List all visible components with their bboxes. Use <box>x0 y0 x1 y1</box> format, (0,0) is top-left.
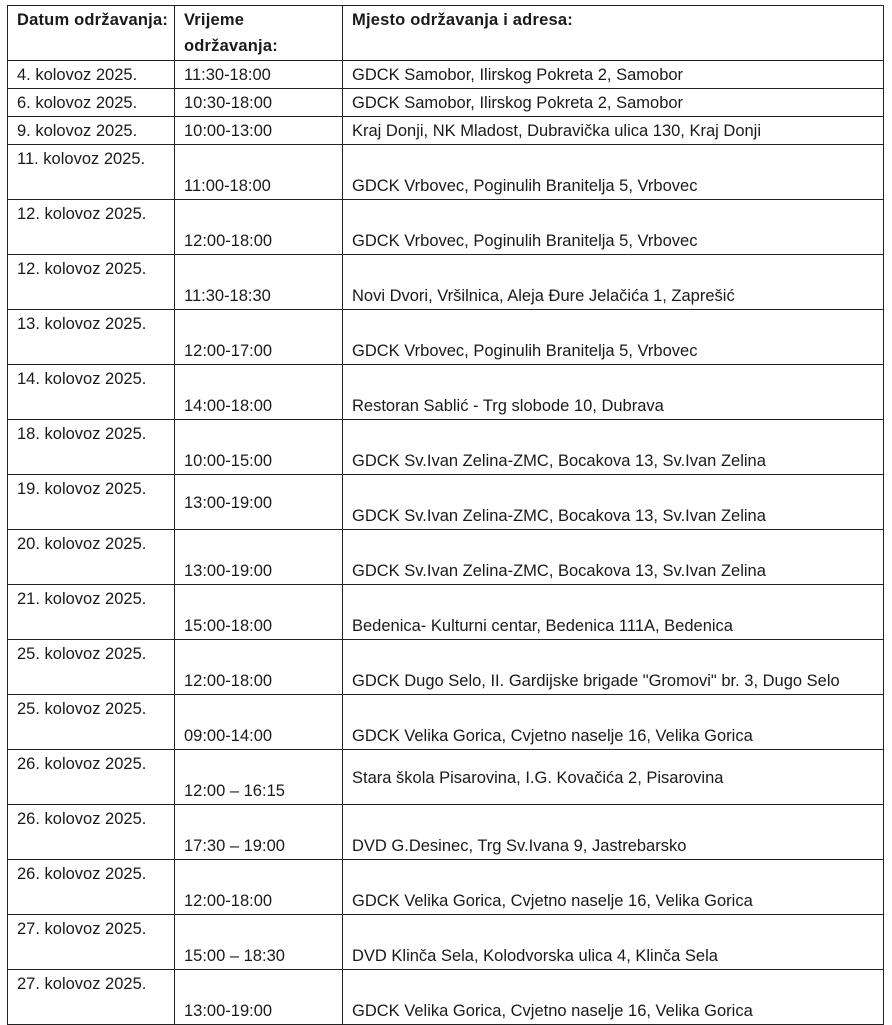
header-time: Vrijeme održavanja: <box>175 6 343 61</box>
date-cell: 25. kolovoz 2025. <box>8 695 175 750</box>
time-cell: 09:00-14:00 <box>175 695 343 750</box>
place-cell: Bedenica- Kulturni centar, Bedenica 111A, Bedenica <box>343 585 884 640</box>
place-cell: GDCK Samobor, Ilirskog Pokreta 2, Samobor <box>343 89 884 117</box>
date-cell: 14. kolovoz 2025. <box>8 365 175 420</box>
table-row <box>8 200 884 255</box>
table-row <box>8 89 884 117</box>
place-cell: GDCK Vrbovec, Poginulih Branitelja 5, Vrbovec <box>343 145 884 200</box>
date-cell: 27. kolovoz 2025. <box>8 915 175 970</box>
place-cell: DVD G.Desinec, Trg Sv.Ivana 9, Jastrebarsko <box>343 805 884 860</box>
time-cell: 15:00-18:00 <box>175 585 343 640</box>
table-row <box>8 530 884 585</box>
schedule-table <box>7 5 884 1025</box>
place-cell: GDCK Sv.Ivan Zelina-ZMC, Bocakova 13, Sv.Ivan Zelina <box>343 420 884 475</box>
time-cell: 11:00-18:00 <box>175 145 343 200</box>
place-cell: GDCK Vrbovec, Poginulih Branitelja 5, Vrbovec <box>343 310 884 365</box>
place-cell: Novi Dvori, Vršilnica, Aleja Đure Jelačića 1, Zaprešić <box>343 255 884 310</box>
date-cell: 12. kolovoz 2025. <box>8 255 175 310</box>
time-cell: 12:00-17:00 <box>175 310 343 365</box>
time-cell: 10:00-13:00 <box>175 117 343 145</box>
place-cell: GDCK Vrbovec, Poginulih Branitelja 5, Vrbovec <box>343 200 884 255</box>
time-cell: 12:00-18:00 <box>175 640 343 695</box>
table-row <box>8 640 884 695</box>
date-cell: 12. kolovoz 2025. <box>8 200 175 255</box>
time-cell: 15:00 – 18:30 <box>175 915 343 970</box>
time-cell: 12:00-18:00 <box>175 200 343 255</box>
table-row <box>8 310 884 365</box>
place-cell: GDCK Velika Gorica, Cvjetno naselje 16, Velika Gorica <box>343 695 884 750</box>
place-cell: GDCK Dugo Selo, II. Gardijske brigade "Gromovi" br. 3, Dugo Selo <box>343 640 884 695</box>
table-row <box>8 915 884 970</box>
date-cell: 19. kolovoz 2025. <box>8 475 175 530</box>
place-cell: GDCK Sv.Ivan Zelina-ZMC, Bocakova 13, Sv.Ivan Zelina <box>343 530 884 585</box>
place-cell: Kraj Donji, NK Mladost, Dubravička ulica 130, Kraj Donji <box>343 117 884 145</box>
table-row <box>8 117 884 145</box>
date-cell: 25. kolovoz 2025. <box>8 640 175 695</box>
time-cell: 14:00-18:00 <box>175 365 343 420</box>
table-row <box>8 145 884 200</box>
date-cell: 26. kolovoz 2025. <box>8 805 175 860</box>
time-cell: 12:00-18:00 <box>175 860 343 915</box>
place-cell: GDCK Velika Gorica, Cvjetno naselje 16, Velika Gorica <box>343 860 884 915</box>
table-row <box>8 970 884 1025</box>
place-cell: GDCK Velika Gorica, Cvjetno naselje 16, Velika Gorica <box>343 970 884 1025</box>
table-row <box>8 420 884 475</box>
table-row <box>8 805 884 860</box>
date-cell: 11. kolovoz 2025. <box>8 145 175 200</box>
place-cell: DVD Klinča Sela, Kolodvorska ulica 4, Klinča Sela <box>343 915 884 970</box>
time-cell: 11:30-18:30 <box>175 255 343 310</box>
place-cell: GDCK Samobor, Ilirskog Pokreta 2, Samobor <box>343 61 884 89</box>
date-cell: 6. kolovoz 2025. <box>8 89 175 117</box>
time-cell: 13:00-19:00 <box>175 970 343 1025</box>
header-row <box>8 6 884 61</box>
table-row <box>8 255 884 310</box>
date-cell: 20. kolovoz 2025. <box>8 530 175 585</box>
date-cell: 27. kolovoz 2025. <box>8 970 175 1025</box>
date-cell: 13. kolovoz 2025. <box>8 310 175 365</box>
date-cell: 26. kolovoz 2025. <box>8 860 175 915</box>
table-row <box>8 61 884 89</box>
table-row <box>8 365 884 420</box>
time-cell: 17:30 – 19:00 <box>175 805 343 860</box>
time-cell: 11:30-18:00 <box>175 61 343 89</box>
table-row <box>8 695 884 750</box>
time-cell: 13:00-19:00 <box>175 530 343 585</box>
date-cell: 4. kolovoz 2025. <box>8 61 175 89</box>
date-cell: 18. kolovoz 2025. <box>8 420 175 475</box>
date-cell: 9. kolovoz 2025. <box>8 117 175 145</box>
place-cell: GDCK Sv.Ivan Zelina-ZMC, Bocakova 13, Sv.Ivan Zelina <box>343 475 884 530</box>
table-row <box>8 585 884 640</box>
date-cell: 21. kolovoz 2025. <box>8 585 175 640</box>
time-cell: 13:00-19:00 <box>175 475 343 530</box>
table-row <box>8 860 884 915</box>
table-row <box>8 750 884 805</box>
place-cell: Restoran Sablić - Trg slobode 10, Dubrava <box>343 365 884 420</box>
time-cell: 12:00 – 16:15 <box>175 750 343 805</box>
time-cell: 10:00-15:00 <box>175 420 343 475</box>
place-cell: Stara škola Pisarovina, I.G. Kovačića 2, Pisarovina <box>343 750 884 805</box>
date-cell: 26. kolovoz 2025. <box>8 750 175 805</box>
time-cell: 10:30-18:00 <box>175 89 343 117</box>
header-date: Datum održavanja: <box>8 6 175 61</box>
header-place: Mjesto održavanja i adresa: <box>343 6 884 61</box>
table-row <box>8 475 884 530</box>
